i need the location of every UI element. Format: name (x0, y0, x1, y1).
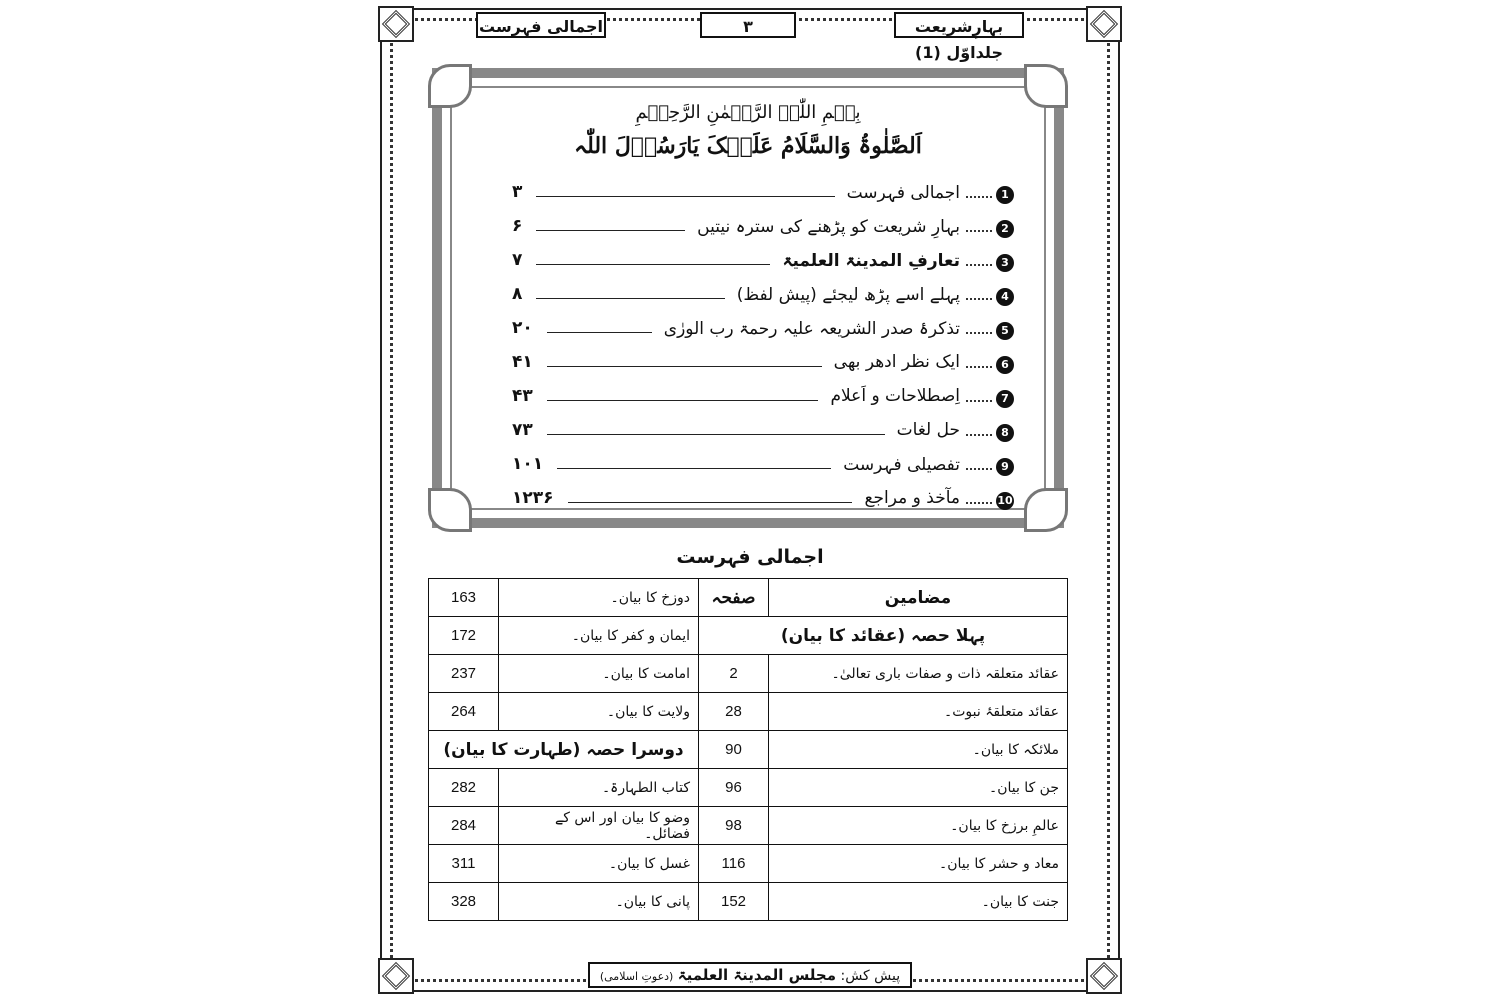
section-title: اجمالی فہرست (476, 12, 606, 38)
toc-leader-line (547, 366, 822, 367)
table-cell-page: 237 (429, 655, 499, 693)
toc-page: ۷۳ (512, 420, 533, 440)
toc-title: اِصطلاحات و اَعلام (830, 386, 960, 406)
table-cell-page: 96 (699, 769, 769, 807)
table-cell-page: 172 (429, 617, 499, 655)
toc-leader-line (536, 264, 770, 265)
toc-page: ۶ (512, 216, 523, 236)
table-row (429, 693, 1068, 731)
table-cell-title: ملائکہ کا بیان۔ (769, 731, 1068, 769)
toc-number: 1 (996, 186, 1014, 204)
toc-leader-line (536, 196, 835, 197)
table-cell-title: ایمان و کفر کا بیان۔ (499, 617, 699, 655)
toc-leader-dots (966, 264, 992, 266)
table-row (429, 807, 1068, 845)
toc-leader-line (536, 298, 725, 299)
column-header-subjects: مضامین (769, 579, 1068, 617)
part-heading: پہلا حصہ (عقائد کا بیان) (699, 617, 1068, 655)
toc-page: ۳ (512, 182, 523, 202)
toc-title: اجمالی فہرست (846, 183, 960, 203)
corner-ornament-icon (378, 6, 414, 42)
table-row (429, 617, 1068, 655)
table-row (429, 579, 1068, 617)
page (380, 8, 1120, 992)
footer-org: مجلس المدینۃ العلمیۃ (677, 966, 837, 984)
footer-box (588, 962, 912, 988)
table-cell-page: 2 (699, 655, 769, 693)
toc-title: پہلے اسے پڑھ لیجئے (پیش لفظ) (736, 285, 960, 305)
toc-row (512, 418, 1014, 452)
index-table (428, 578, 1068, 921)
toc-row (512, 350, 1014, 384)
salutation: اَلصَّلٰوۃُ وَالسَّلَامُ عَلَیۡکَ یَارَسُوۡلَ اللّٰہ (574, 133, 922, 159)
toc-leader-dots (966, 366, 992, 368)
table-row (429, 845, 1068, 883)
toc-leader-line (557, 468, 831, 469)
toc-leader-line (536, 230, 685, 231)
toc-page: ۱۲۳۶ (512, 488, 554, 508)
page-footer (380, 962, 1120, 988)
table-cell-title: عقائد متعلقہ ذات و صفات باری تعالیٰ۔ (769, 655, 1068, 693)
table-cell-page: 152 (699, 883, 769, 921)
toc-number: 7 (996, 390, 1014, 408)
corner-ornament-icon (1086, 6, 1122, 42)
table-cell-page: 116 (699, 845, 769, 883)
table-cell-title: غسل کا بیان۔ (499, 845, 699, 883)
table-row (429, 883, 1068, 921)
table-cell-title: معاد و حشر کا بیان۔ (769, 845, 1068, 883)
toc-leader-line (568, 502, 852, 503)
table-cell-title: جن کا بیان۔ (769, 769, 1068, 807)
table-row (429, 655, 1068, 693)
table-cell-title: دوزخ کا بیان۔ (499, 579, 699, 617)
toc-page: ۴۳ (512, 386, 533, 406)
table-cell-page: 284 (429, 807, 499, 845)
table-cell-title: جنت کا بیان۔ (769, 883, 1068, 921)
book-title: بہارِشریعت جلداوّل (1) (894, 12, 1024, 38)
toc-row (512, 282, 1014, 316)
toc-row (512, 384, 1014, 418)
table-row (429, 731, 1068, 769)
page-number: ۳ (700, 12, 796, 38)
table-cell-page: 282 (429, 769, 499, 807)
toc-number: 4 (996, 288, 1014, 306)
toc-leader-dots (966, 298, 992, 300)
column-header-page: صفحہ (699, 579, 769, 617)
toc-page: ۲۰ (512, 318, 533, 338)
toc-leader-dots (966, 468, 992, 470)
toc-row (512, 180, 1014, 214)
toc-title: تعارفِ المدینۃ العلمیۃ (782, 251, 960, 271)
toc-leader-line (547, 434, 885, 435)
toc-title: ایک نظر ادھر بھی (833, 352, 960, 372)
table-cell-page: 328 (429, 883, 499, 921)
table-cell-page: 163 (429, 579, 499, 617)
contents-frame (432, 68, 1064, 528)
toc-number: 9 (996, 458, 1014, 476)
toc-list (512, 180, 1014, 520)
footer-prefix: پیش کش: (840, 968, 901, 984)
toc-title: تفصیلی فہرست (843, 455, 960, 475)
table-heading: اجمالی فہرست (676, 546, 824, 568)
toc-row (512, 248, 1014, 282)
toc-number: 5 (996, 322, 1014, 340)
table-row (429, 769, 1068, 807)
toc-number: 6 (996, 356, 1014, 374)
toc-row (512, 486, 1014, 520)
toc-leader-dots (966, 196, 992, 198)
table-cell-title: کتاب الطہارۃ۔ (499, 769, 699, 807)
toc-title: بہارِ شریعت کو پڑھنے کی سترہ نیتیں (697, 217, 960, 237)
footer-suffix: (دعوتِ اسلامی) (599, 970, 674, 983)
toc-row (512, 452, 1014, 486)
toc-leader-dots (966, 230, 992, 232)
table-cell-title: وضو کا بیان اور اس کے فضائل۔ (499, 807, 699, 845)
table-cell-page: 90 (699, 731, 769, 769)
toc-title: حل لغات (896, 420, 960, 440)
toc-number: 10 (996, 492, 1014, 510)
toc-leader-dots (966, 332, 992, 334)
toc-leader-line (547, 400, 818, 401)
toc-number: 8 (996, 424, 1014, 442)
toc-leader-dots (966, 502, 992, 504)
table-cell-page: 98 (699, 807, 769, 845)
table-cell-page: 311 (429, 845, 499, 883)
table-cell-title: عالمِ برزخ کا بیان۔ (769, 807, 1068, 845)
frame-ornament-icon (1024, 488, 1068, 532)
toc-leader-dots (966, 434, 992, 436)
toc-title: تذکرۂ صدر الشریعہ علیہ رحمۃ رب الورٰی (663, 319, 960, 339)
toc-number: 2 (996, 220, 1014, 238)
toc-page: ۸ (512, 284, 523, 304)
toc-leader-line (547, 332, 652, 333)
bismillah: بِسۡمِ اللّٰہِ الرَّحۡمٰنِ الرَّحِیۡمِ (635, 102, 861, 123)
table-cell-title: ولایت کا بیان۔ (499, 693, 699, 731)
toc-leader-dots (966, 400, 992, 402)
toc-page: ۷ (512, 250, 523, 270)
toc-page: ۴۱ (512, 352, 533, 372)
frame-ornament-icon (428, 488, 472, 532)
toc-row (512, 214, 1014, 248)
toc-title: مآخذ و مراجع (864, 488, 960, 508)
table-cell-title: عقائد متعلقۂ نبوت۔ (769, 693, 1068, 731)
toc-row (512, 316, 1014, 350)
toc-page: ۱۰۱ (512, 454, 544, 474)
table-cell-title: پانی کا بیان۔ (499, 883, 699, 921)
part-heading: دوسرا حصہ (طہارت کا بیان) (429, 731, 699, 769)
toc-number: 3 (996, 254, 1014, 272)
page-header (476, 12, 1024, 62)
table-cell-page: 264 (429, 693, 499, 731)
table-cell-title: امامت کا بیان۔ (499, 655, 699, 693)
table-cell-page: 28 (699, 693, 769, 731)
